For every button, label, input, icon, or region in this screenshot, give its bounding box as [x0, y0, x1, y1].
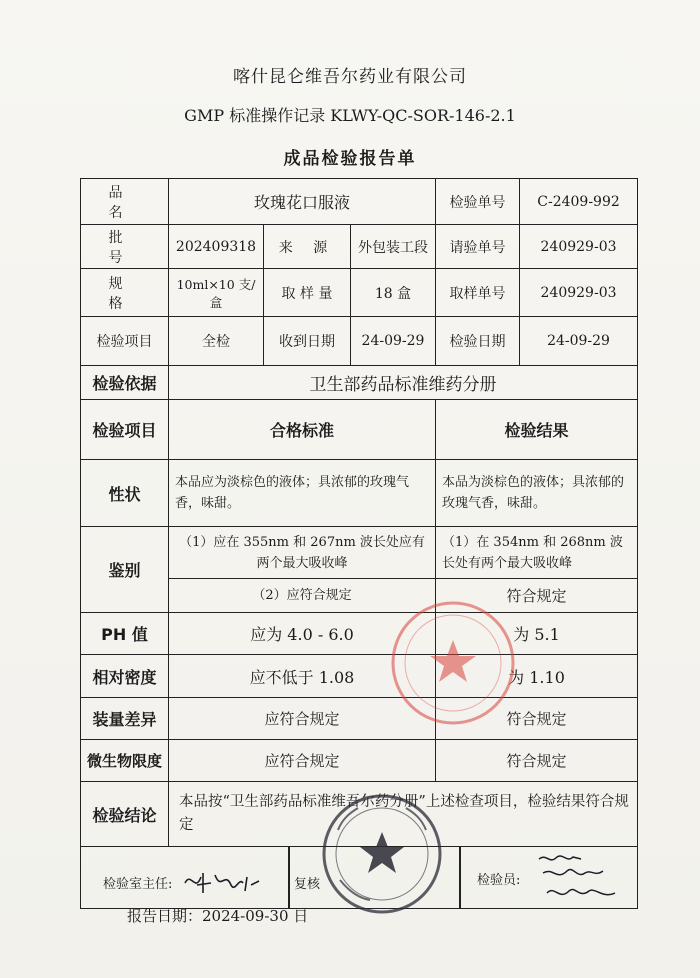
- microbial-limit-standard: 应符合规定: [169, 740, 436, 782]
- table-row: [81, 613, 638, 655]
- company-seal-stamp-red: [388, 598, 518, 728]
- inspector-signature: [533, 849, 633, 907]
- sample-no: 240929-03: [520, 269, 638, 317]
- conclusion-text: 本品按“卫生部药品标准维吾尔药分册”上述检查项目，检验结果符合规定: [169, 782, 638, 847]
- request-no-label: 请验单号: [436, 225, 520, 269]
- received-date-label: 收到日期: [264, 317, 351, 366]
- microbial-limit-result: 符合规定: [436, 740, 638, 782]
- ph-label: PH 值: [81, 613, 169, 655]
- lab-director-label: 检验室主任:: [103, 877, 173, 892]
- request-no: 240929-03: [520, 225, 638, 269]
- report-date: 报告日期：2024-09-30 日: [127, 907, 309, 925]
- inspection-item-label: 检验项目: [81, 317, 169, 366]
- product-name: 玫瑰花口服液: [169, 179, 436, 225]
- fill-variance-standard: 应符合规定: [169, 698, 436, 740]
- table-row: [81, 179, 638, 225]
- sample-qty: 18 盒: [351, 269, 436, 317]
- table-row: [81, 225, 638, 269]
- table-row: [81, 317, 638, 366]
- signature-divider: [288, 847, 290, 908]
- table-row: [81, 460, 638, 527]
- reviewer-label: 复核: [294, 877, 321, 892]
- density-result: 为 1.10: [436, 655, 638, 698]
- batch-number: 202409318: [169, 225, 264, 269]
- source-value: 外包装工段: [351, 225, 436, 269]
- company-seal-stamp-black: [318, 790, 446, 918]
- gmp-record-code: GMP 标准操作记录 KLWY-QC-SOR-146-2.1: [184, 106, 516, 125]
- table-row: [81, 400, 638, 460]
- inspection-no: C-2409-992: [520, 179, 638, 225]
- appearance-result: 本品为淡棕色的液体；具浓郁的玫瑰气香，味甜。: [436, 460, 638, 527]
- sample-no-label: 取样单号: [436, 269, 520, 317]
- table-row: [81, 655, 638, 698]
- inspection-no-label: 检验单号: [436, 179, 520, 225]
- table-row: [81, 698, 638, 740]
- table-row: [81, 366, 638, 400]
- spec-label: 规 格: [81, 269, 169, 317]
- source-label: 来 源: [264, 225, 351, 269]
- product-name-label: 品 名: [81, 179, 169, 225]
- report-title: 成品检验报告单: [283, 149, 417, 169]
- density-standard: 应不低于 1.08: [169, 655, 436, 698]
- table-row: [81, 269, 638, 317]
- identification-standard-1: （1）应在 355nm 和 267nm 波长处应有两个最大吸收峰: [169, 527, 436, 579]
- basis-label: 检验依据: [81, 366, 169, 400]
- sample-qty-label: 取 样 量: [264, 269, 351, 317]
- inspection-date-label: 检验日期: [436, 317, 520, 366]
- lab-director-signature: [181, 863, 271, 897]
- inspection-item: 全检: [169, 317, 264, 366]
- appearance-standard: 本品应为淡棕色的液体；具浓郁的玫瑰气香，味甜。: [169, 460, 436, 527]
- column-header-item: 检验项目: [81, 400, 169, 460]
- appearance-label: 性状: [81, 460, 169, 527]
- inspection-date: 24-09-29: [520, 317, 638, 366]
- company-name: 喀什昆仑维吾尔药业有限公司: [233, 67, 467, 87]
- identification-result-2: 符合规定: [436, 579, 638, 613]
- table-row: [81, 527, 638, 579]
- table-row: [81, 740, 638, 782]
- density-label: 相对密度: [81, 655, 169, 698]
- identification-result-1: （1）在 354nm 和 268nm 波长处有两个最大吸收峰: [436, 527, 638, 579]
- identification-standard-2: （2）应符合规定: [169, 579, 436, 613]
- ph-result: 为 5.1: [436, 613, 638, 655]
- conclusion-label: 检验结论: [81, 782, 169, 847]
- inspector-label: 检验员:: [477, 873, 521, 888]
- signature-divider: [459, 847, 461, 908]
- received-date: 24-09-29: [351, 317, 436, 366]
- spec-value: 10ml×10 支/盒: [169, 269, 264, 317]
- fill-variance-result: 符合规定: [436, 698, 638, 740]
- identification-label: 鉴别: [81, 527, 169, 613]
- column-header-result: 检验结果: [436, 400, 638, 460]
- ph-standard: 应为 4.0 - 6.0: [169, 613, 436, 655]
- microbial-limit-label: 微生物限度: [81, 740, 169, 782]
- basis-value: 卫生部药品标准维药分册: [169, 366, 638, 400]
- column-header-standard: 合格标准: [169, 400, 436, 460]
- fill-variance-label: 装量差异: [81, 698, 169, 740]
- batch-label: 批 号: [81, 225, 169, 269]
